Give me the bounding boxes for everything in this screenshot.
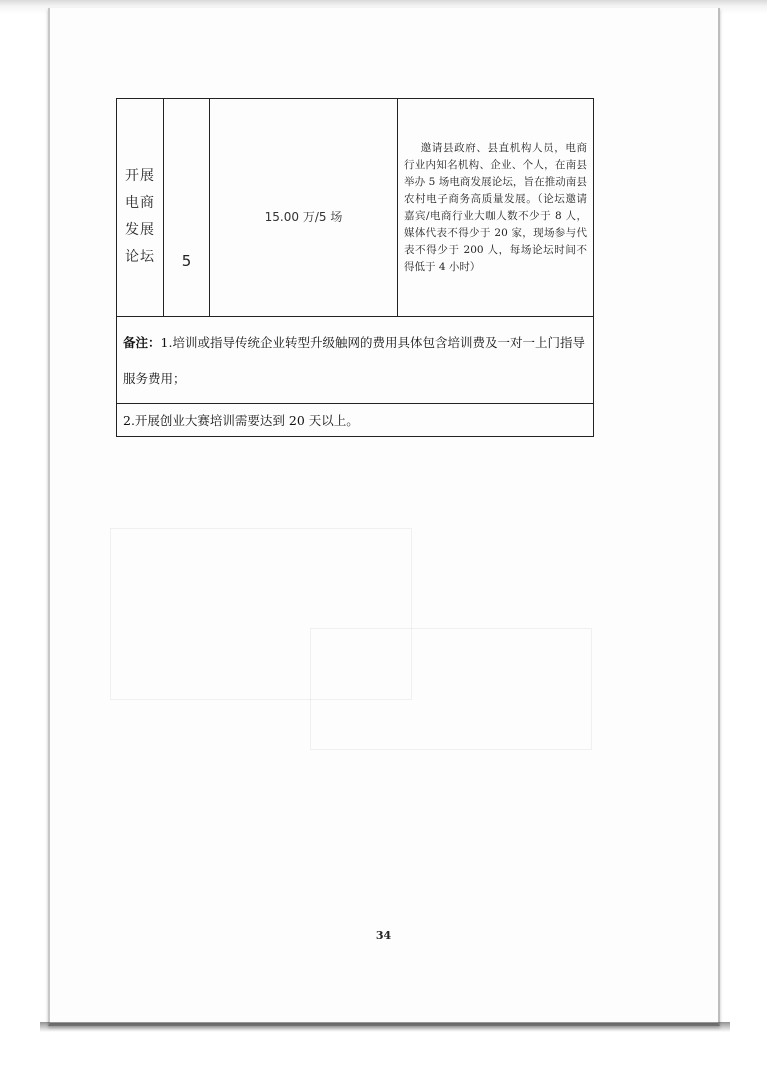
- bleed-through-mark: [310, 628, 592, 750]
- description-text: 邀请县政府、县直机构人员，电商行业内知名机构、企业、个人，在南县举办 5 场电商发展论坛，旨在推动南县农村电子商务高质量发展。（论坛邀请嘉宾/电商行业大咖人数不少于 8 人，媒体代表不得少于 20 家，现场参与代表不得少于 200 人，每场论坛时间不得低于 4 小时）: [404, 141, 587, 273]
- note-cell: [117, 317, 594, 404]
- price-value: 15.00 万/5 场: [264, 210, 343, 224]
- note-text: 2.开展创业大赛培训需要达到 20 天以上。: [123, 413, 359, 428]
- item-name-line: 开展: [125, 167, 155, 184]
- note-row: [117, 404, 594, 437]
- item-name-cell: [117, 99, 164, 317]
- description-cell: [398, 99, 594, 317]
- note-cell: [117, 404, 594, 437]
- quantity-cell: [164, 99, 210, 317]
- table-row: [117, 99, 594, 317]
- page-number: 34: [375, 929, 392, 942]
- item-name: [117, 145, 163, 271]
- note-row: [117, 317, 594, 404]
- note-text: 1.培训或指导传统企业转型升级触网的费用具体包含培训费及一对一上门指导服务费用；: [123, 335, 585, 386]
- note-label: 备注：: [123, 335, 161, 350]
- item-name-line: 发展: [125, 221, 155, 238]
- page-edge-shadow: [40, 1022, 730, 1032]
- price-cell: [210, 99, 398, 317]
- service-table: [116, 98, 594, 437]
- item-name-line: 电商: [125, 194, 155, 211]
- quantity-value: 5: [181, 251, 192, 270]
- item-name-line: 论坛: [125, 248, 155, 265]
